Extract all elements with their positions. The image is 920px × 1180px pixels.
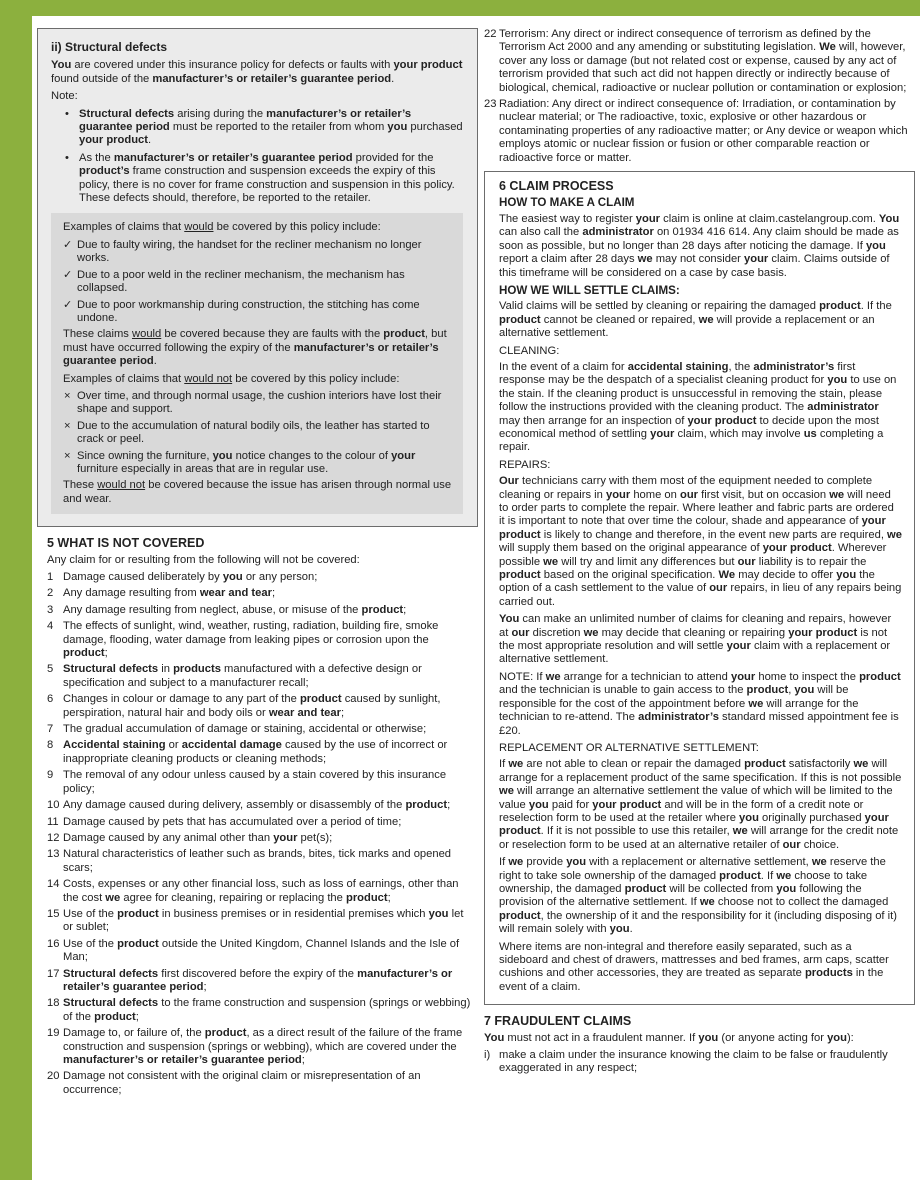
right-column — [484, 28, 915, 1079]
left-column — [47, 28, 473, 1100]
replacement-text: If we are not able to clean or repair the damaged product satisfactorily we will arrange for a replacement product of the same specification. If this is not possible we will arrange an alternative settlement the value of which will be limited to the value you paid for your product and will be in the form of a credit note or reselection form to be used at the retailer where you originally purchased your product. If it is not possible to use this retailer, we will arrange for the credit note or reselection form to be used at an alternative retailer of our choice. — [499, 758, 902, 851]
exclusion-item: 14 Costs, expenses or any other financial loss, such as loss of earnings, other than the cost we agree for cleaning, repairing or replacing the product; — [47, 878, 459, 904]
top-accent-bar — [0, 0, 920, 16]
item-number: 20 — [47, 1070, 60, 1083]
item-number: i) — [484, 1049, 491, 1062]
repairs-label: REPAIRS: — [499, 458, 551, 471]
exclusion-item: 13 Natural characteristics of leather such as brands, bites, tick marks and opened scars; — [47, 848, 452, 874]
non-integral-text: Where items are non-integral and therefore easily separated, such as a sideboard and chest of drawers, mattresses and bed frames, arm caps, scatter cushions and other accessories, they are treated as separate products in the event of a claim. — [499, 940, 889, 993]
structural-defects-box — [37, 28, 478, 527]
not-covered-note: These would not be covered because the issue has arisen through normal use and wear. — [63, 479, 452, 505]
covered-note: These claims would be covered because they are faults with the product, but must have occurred following the expiry of the manufacturer’s or retailer’s guarantee period. — [63, 328, 447, 368]
structural-defects-intro: You are covered under this insurance policy for defects or faults with your product found outside of the manufacturer’s or retailer’s guarantee period. — [51, 59, 463, 85]
exclusion-item: 4 The effects of sunlight, wind, weather, rusting, radiation, building fire, smoke damage, flooding, water damage from leaking pipes or corrosion upon the product; — [47, 620, 439, 660]
bullet-item: • As the manufacturer’s or retailer’s guarantee period provided for the product’s frame construction and suspension exceeds the expiry of this policy, there is no cover for frame construction and suspension in this policy. These defects should, therefore, be reported to the retailer. — [51, 152, 463, 206]
item-number: 19 — [47, 1027, 60, 1040]
item-number: 3 — [47, 603, 54, 616]
covered-example: ✓ Due to poor workmanship during construction, the stitching has come undone. — [63, 299, 455, 326]
item-number: 16 — [47, 937, 60, 950]
note-label: Note: — [51, 90, 78, 103]
item-number: 14 — [47, 878, 60, 891]
exclusion-item: 12 Damage caused by any animal other than your pet(s); — [47, 831, 333, 844]
exclusion-item: 23 Radiation: Any direct or indirect consequence of: Irradiation, or contamination by nuclear material; or The radioactive, toxic, explosive or other hazardous or contaminating properties of any radioactive matter; or Any device or weapon which employs atomic or nuclear fission or fusion or other comparable reaction or radioactive force or matter. — [484, 98, 908, 164]
left-accent-bar — [0, 0, 32, 1180]
how-to-claim-heading: HOW TO MAKE A CLAIM — [499, 196, 635, 210]
structural-bullets — [51, 108, 463, 206]
exclusion-item: 5 Structural defects in products manufactured with a defective design or specification and subject to a manufacturer recall; — [47, 663, 422, 689]
exclusion-item: 7 The gradual accumulation of damage or staining, accidental or otherwise; — [47, 723, 427, 736]
covered-examples — [63, 239, 455, 325]
replacement-label: REPLACEMENT OR ALTERNATIVE SETTLEMENT: — [499, 741, 759, 754]
bullet-item: • Structural defects arising during the manufacturer’s or retailer’s guarantee period must be reported to the retailer from whom you purchased your product. — [51, 108, 463, 148]
exclusion-item: 19 Damage to, or failure of, the product, as a direct result of the failure of the frame construction and suspension (springs or webbing), which are covered under the manufacturer’s or retailer’s guarantee period; — [47, 1027, 463, 1066]
exclusion-item: 17 Structural defects first discovered before the expiry of the manufacturer’s or retailer’s guarantee period; — [47, 967, 453, 993]
item-number: 9 — [47, 769, 54, 782]
item-number: 4 — [47, 620, 54, 633]
exclusion-item: 15 Use of the product in business premises or in residential premises which you let or sublet; — [47, 907, 464, 934]
exclusion-item: 9 The removal of any odour unless caused by a stain covered by this insurance policy; — [47, 769, 447, 795]
item-number: 6 — [47, 693, 54, 706]
covered-example: ✓ Due to faulty wiring, the handset for the recliner mechanism no longer works. — [63, 239, 455, 266]
item-number: 7 — [47, 723, 54, 736]
not-covered-example: × Since owning the furniture, you notice changes to the colour of your furniture especially in areas that are in regular use. — [63, 450, 455, 477]
item-number: 2 — [47, 587, 54, 600]
not-covered-example: × Due to the accumulation of natural bodily oils, the leather has started to crack or peel. — [63, 420, 455, 447]
exclusion-item: 11 Damage caused by pets that has accumulated over a period of time; — [47, 815, 402, 828]
cleaning-label: CLEANING: — [499, 344, 560, 357]
item-number: 17 — [47, 967, 60, 980]
claim-process-box — [484, 171, 915, 1005]
unlimited-claims-text: You can make an unlimited number of claims for cleaning and repairs, however at our discretion we may decide that cleaning or repairing your product is not the most appropriate resolution and will settle your claim with a replacement or alternative settlement. — [499, 613, 892, 666]
cleaning-text: In the event of a claim for accidental staining, the administrator’s first response may be the despatch of a specialist cleaning product for you to use on the stain. If the cleaning product is unsuccessful in removing the stain, please follow the instructions provided with the cleaning product. The administrator may then arrange for an inspection of your product to decide upon the most economical method of settling your claim, which may involve us completing a repair. — [499, 360, 897, 454]
item-number: 15 — [47, 907, 60, 920]
not-covered-intro: Examples of claims that would not be covered by this policy include: — [63, 372, 400, 385]
settle-claims-text: Valid claims will be settled by cleaning or repairing the damaged product. If the product cannot be cleaned or repaired, we will provide a replacement or an alternative settlement. — [499, 300, 892, 340]
not-covered-example: × Over time, and through normal usage, the cushion interiors have lost their shape and support. — [63, 390, 455, 417]
item-number: 10 — [47, 799, 60, 812]
repairs-text: Our technicians carry with them most of the equipment needed to complete cleaning or repairs in your home on our first visit, but on occasion we will need to order parts to complete the repair. Where leather and fabric parts are ordered it is important to note that over time the colour, shade and appearance of your product is likely to change and therefore, in the event new parts are required, we will supply them based on the original appearance of your product. Wherever possible we will try and limit any differences but our liability is to repair the product based on the original specification. We may decide to offer you the option of a cash settlement to the value of our repairs, in lieu of any repairs being carried out. — [499, 475, 902, 608]
item-number: 1 — [47, 571, 54, 583]
item-number: 18 — [47, 997, 60, 1010]
section-5-heading: 5 WHAT IS NOT COVERED — [47, 536, 205, 551]
section-5-intro: Any claim for or resulting from the following will not be covered: — [47, 553, 360, 566]
exclusion-item: 22 Terrorism: Any direct or indirect consequence of terrorism as defined by the Terrorism Act 2000 and any amending or substituting legislation. We will, however, cover any loss or damage (but not related cost or expense, caused by any act of terrorism provided that such act did not happen directly or indirectly because of biological, chemical, radioactive or nuclear pollution or contamination or explosion; — [484, 28, 907, 94]
covered-intro: Examples of claims that would be covered by this policy include: — [63, 221, 381, 234]
fraud-condition: i) make a claim under the insurance knowing the claim to be false or fraudulently exaggerated in any respect; — [484, 1049, 888, 1075]
exclusion-item: 2 Any damage resulting from wear and tear; — [47, 587, 276, 600]
exclusion-item: 1 Damage caused deliberately by you or any person; — [47, 571, 318, 583]
examples-box — [51, 213, 463, 514]
item-number: 12 — [47, 831, 60, 844]
exclusion-item: 10 Any damage caused during delivery, assembly or disassembly of the product; — [47, 799, 451, 812]
ownership-text: If we provide you with a replacement or alternative settlement, we reserve the right to take sole ownership of the damaged product. If we choose to take ownership, the damaged product will be collected from you following the provision of the alternative settlement. If we choose not to collect the damaged product, the ownership of it and the responsibility for it (including disposing of it) will remain solely with you. — [499, 856, 897, 936]
exclusions-list — [47, 571, 473, 1097]
item-number: 11 — [47, 815, 59, 828]
fraud-conditions-list — [484, 1049, 915, 1076]
exclusion-item: 8 Accidental staining or accidental damage caused by the use of incorrect or inappropriate cleaning products or cleaning methods; — [47, 739, 448, 765]
missed-appointment-note: NOTE: If we arrange for a technician to attend your home to inspect the product and the technician is unable to gain access to the product, you will be responsible for the cost of the appointment before we will arrange for the technician to re-attend. The administrator’s standard missed appointment fee is £20. — [499, 670, 901, 737]
section-7-intro: You must not act in a fraudulent manner. If you (or anyone acting for you): — [484, 1031, 854, 1044]
exclusion-item: 18 Structural defects to the frame construction and suspension (springs or webbing) of the product; — [47, 997, 471, 1023]
section-7-heading: 7 FRAUDULENT CLAIMS — [484, 1014, 632, 1029]
settle-claims-heading: HOW WE WILL SETTLE CLAIMS: — [499, 283, 680, 297]
exclusion-item: 16 Use of the product outside the United Kingdom, Channel Islands and the Isle of Man; — [47, 937, 460, 964]
not-covered-examples — [63, 390, 455, 476]
item-number: 8 — [47, 739, 54, 752]
exclusion-item: 3 Any damage resulting from neglect, abuse, or misuse of the product; — [47, 603, 407, 616]
item-number: 13 — [47, 848, 60, 861]
covered-example: ✓ Due to a poor weld in the recliner mechanism, the mechanism has collapsed. — [63, 269, 455, 296]
exclusion-item: 20 Damage not consistent with the original claim or misrepresentation of an occurrence; — [47, 1070, 421, 1096]
how-to-claim-text: The easiest way to register your claim is online at claim.castelangroup.com. You can also call the administrator on 01934 416 614. Any claim should be made as soon as possible, but no longer than 28 days after noticing the damage. If you report a claim after 28 days we may not consider your claim. Claims outside of this timeframe will be considered on a case by case basis. — [499, 212, 900, 279]
exclusion-item: 6 Changes in colour or damage to any part of the product caused by sunlight, perspiration, natural hair and body oils or wear and tear; — [47, 693, 441, 719]
item-number: 22 — [484, 28, 497, 40]
item-number: 5 — [47, 663, 54, 676]
section-6-heading: 6 CLAIM PROCESS — [499, 179, 614, 194]
exclusions-continued-list — [484, 28, 915, 165]
structural-defects-heading: ii) Structural defects — [51, 40, 168, 54]
item-number: 23 — [484, 98, 497, 111]
